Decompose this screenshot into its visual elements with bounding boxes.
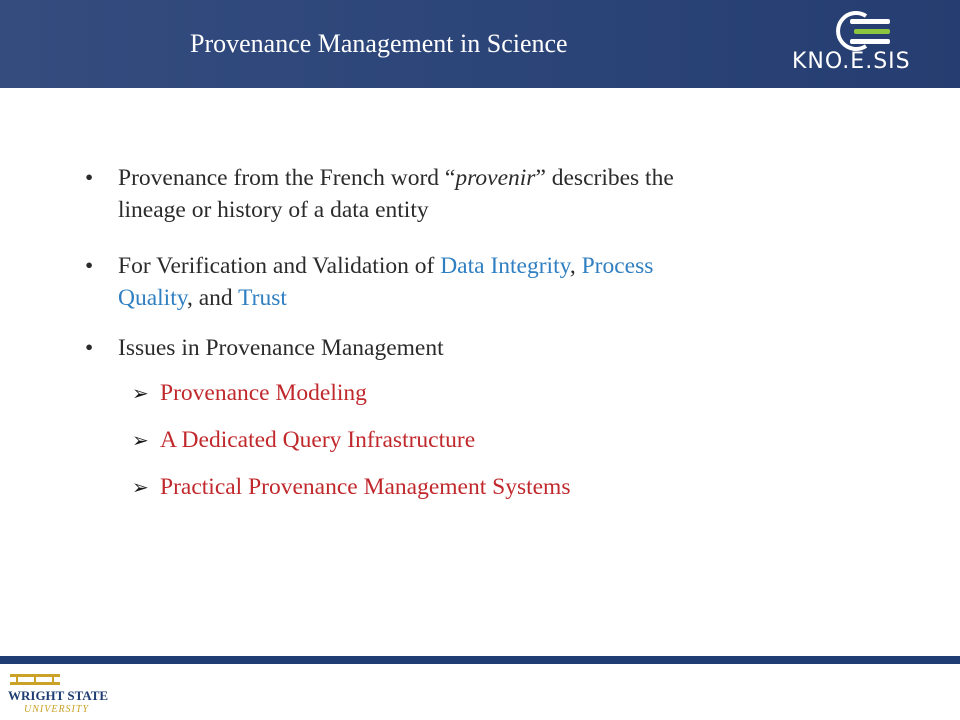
bullet-line: Provenance from the French word “provenir” describes the [118, 165, 674, 191]
wsu-logo-line2: UNIVERSITY [24, 704, 89, 715]
knoesis-logo [788, 6, 948, 76]
bullet-line: lineage or history of a data entity [118, 197, 429, 223]
arrow-bullet-icon: ➢ [132, 475, 149, 499]
wsu-logo-line1: WRIGHT STATE [8, 688, 109, 703]
term-quality: Quality [118, 285, 187, 311]
subitem-query-infrastructure: ➢ A Dedicated Query Infrastructure [132, 424, 475, 456]
footer-divider [0, 656, 960, 664]
slide-title: Provenance Management in Science [190, 29, 568, 58]
header-bar [0, 0, 960, 88]
arrow-bullet-icon: ➢ [132, 428, 149, 452]
arrow-bullet-icon: ➢ [132, 381, 149, 405]
wright-state-logo [6, 668, 116, 716]
italic-word: provenir [455, 165, 536, 191]
bullet-dot: • [85, 335, 94, 361]
bullet-provenance-definition [85, 162, 838, 226]
bullet-issues [85, 332, 838, 364]
bullet-line: For Verification and Validation of Data Integrity, Process [118, 253, 654, 279]
subitem-provenance-modeling: ➢ Provenance Modeling [132, 377, 367, 409]
term-data-integrity: Data Integrity [440, 253, 570, 279]
subitem-management-systems: ➢ Practical Provenance Management Systems [132, 471, 570, 503]
logo-text: KNO.E.SIS [792, 49, 911, 74]
term-process: Process [581, 253, 654, 279]
bullet-dot: • [85, 165, 94, 191]
bullet-dot: • [85, 253, 94, 279]
bullet-line: Quality, and Trust [118, 285, 287, 311]
bullet-verification [85, 250, 838, 314]
bullet-line: Issues in Provenance Management [118, 335, 444, 361]
term-trust: Trust [238, 285, 287, 311]
